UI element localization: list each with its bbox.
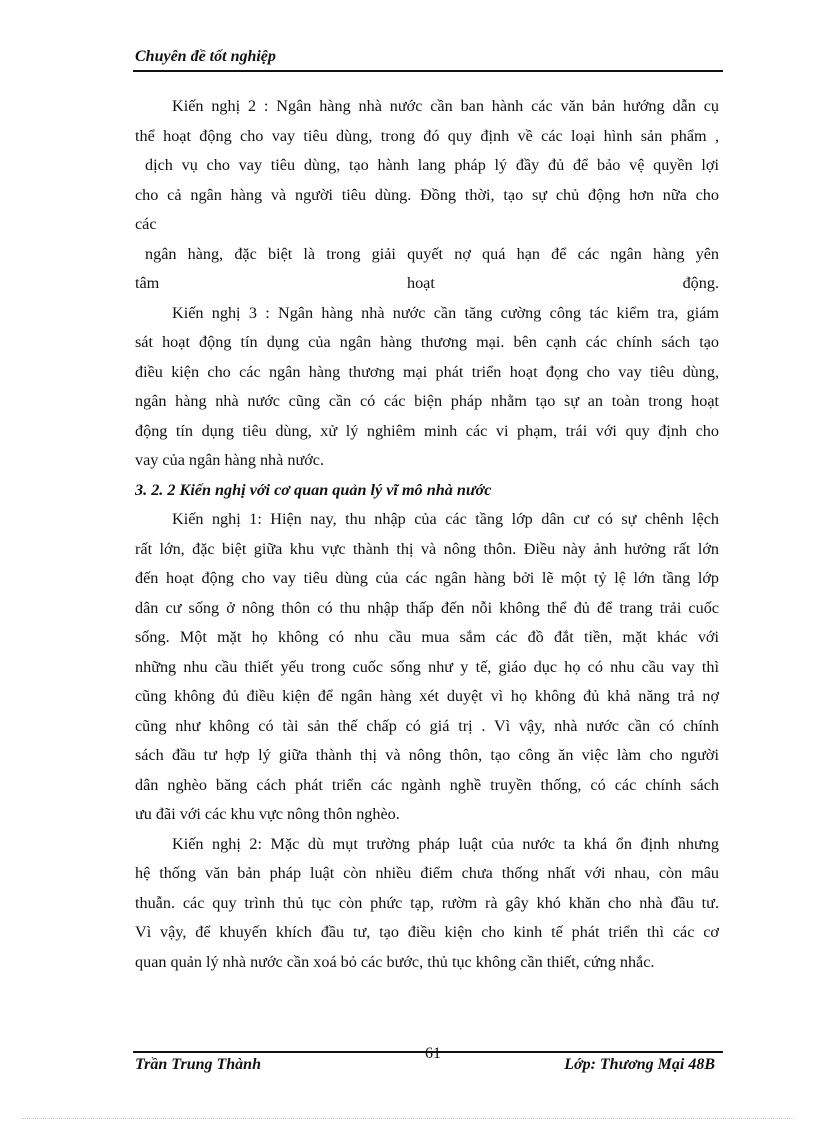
paragraph-line: thuẫn. các quy trình thủ tục còn phức tạp, rườm rà gây khó khăn cho nhà đầu tư.	[135, 893, 719, 912]
footer-class-label: Lớp: Thương Mại 48B	[564, 1056, 715, 1073]
page-bottom-edge	[22, 1118, 794, 1119]
header-title: Chuyên đề tốt nghiệp	[135, 48, 276, 65]
paragraph-line: Kiến nghị 3 : Ngân hàng nhà nước cần tăng cường công tác kiểm tra, giám	[172, 303, 719, 322]
paragraph-line: tâm hoạt động.	[135, 274, 719, 292]
paragraph-line: điều kiện cho các ngân hàng thương mại phát triển hoạt đọng cho vay tiêu dùng,	[135, 362, 719, 381]
paragraph-line: quan quản lý nhà nước cần xoá bỏ các bước, thủ tục không cần thiết, cứng nhắc.	[135, 952, 655, 971]
paragraph-line: dịch vụ cho vay tiêu dùng, tạo hành lang pháp lý đầy đủ để bảo vệ quyền lợi	[145, 156, 719, 174]
paragraph-line: Kiến nghị 2 : Ngân hàng nhà nước cần ban hành các văn bản hướng dẫn cụ	[172, 97, 719, 115]
page-header	[133, 46, 723, 72]
page-footer	[133, 1045, 723, 1083]
paragraph-line: hệ thống văn bản pháp luật còn nhiều điểm chưa thống nhất với nhau, còn mâu	[135, 864, 719, 882]
paragraph-line: ngân hàng nhà nước cũng cần có các biện pháp nhằm tạo sự an toàn trong hoạt	[135, 392, 719, 410]
paragraph-line: sách đầu tư hợp lý giữa thành thị và nông thôn, tạo công ăn việc làm cho người	[135, 746, 719, 764]
paragraph-line: ngân hàng, đặc biệt là trong giải quyết nợ quá hạn để các ngân hàng yên	[145, 244, 719, 263]
paragraph-line: rất lớn, đặc biệt giữa khu vực thành thị và nông thôn. Điều này ảnh hưởng rất lớn	[135, 539, 719, 558]
footer-author: Trần Trung Thành	[135, 1056, 261, 1073]
section-heading: 3. 2. 2 Kiến nghị với cơ quan quản lý vĩ mô nhà nước	[135, 480, 492, 499]
paragraph-line: các	[135, 215, 157, 233]
paragraph-line: sát hoạt động tín dụng của ngân hàng thương mại. bên cạnh các chính sách tạo	[135, 333, 719, 351]
paragraph-line: cũng như không có tài sản thế chấp có giá trị . Vì vậy, nhà nước cần có chính	[135, 716, 719, 735]
paragraph-line: những nhu cầu thiết yếu trong cuốc sống như y tế, giáo dục họ có nhu cầu vay thì	[135, 657, 719, 676]
paragraph-line: thể hoạt động cho vay tiêu dùng, trong đó quy định về các loại hình sản phẩm ,	[135, 126, 719, 145]
paragraph-line: dân cư sống ở nông thôn có thu nhập thấp đến nỗi không thể đủ để trang trải cuốc	[135, 598, 719, 617]
page-number: 61	[425, 1045, 441, 1062]
paragraph-line: ưu đãi với các khu vực nông thôn nghèo.	[135, 805, 400, 823]
paragraph-line: cho cả ngân hàng và người tiêu dùng. Đồng thời, tạo sự chủ động hơn nữa cho	[135, 185, 719, 204]
paragraph-line: động tín dụng tiêu dùng, xử lý nghiêm minh các vi phạm, trái với quy định cho	[135, 421, 719, 440]
paragraph-line: sống. Một mặt họ không có nhu cầu mua sắm các đồ đắt tiền, mặt khác với	[135, 628, 719, 646]
paragraph-line: đến hoạt động cho vay tiêu dùng của các ngân hàng bởi lẽ một tỷ lệ lớn tầng lớp	[135, 569, 719, 587]
paragraph-line: dân nghèo băng cách phát triển các ngành nghề truyền thống, có các chính sách	[135, 775, 719, 794]
document-body	[135, 92, 719, 977]
paragraph-line: Vì vậy, để khuyến khích đầu tư, tạo điều kiện cho kinh tế phát triển thì các cơ	[135, 923, 719, 941]
paragraph-line: Kiến nghị 1: Hiện nay, thu nhập của các tầng lớp dân cư có sự chênh lệch	[172, 510, 719, 528]
paragraph-line: vay của ngân hàng nhà nước.	[135, 451, 325, 469]
paragraph-line: Kiến nghị 2: Mặc dù mụt trường pháp luật của nước ta khá ổn định nhưng	[172, 834, 719, 853]
paragraph-line: cũng không đủ điều kiện để ngân hàng xét duyệt vì họ không đủ khả năng trả nợ	[135, 687, 719, 705]
